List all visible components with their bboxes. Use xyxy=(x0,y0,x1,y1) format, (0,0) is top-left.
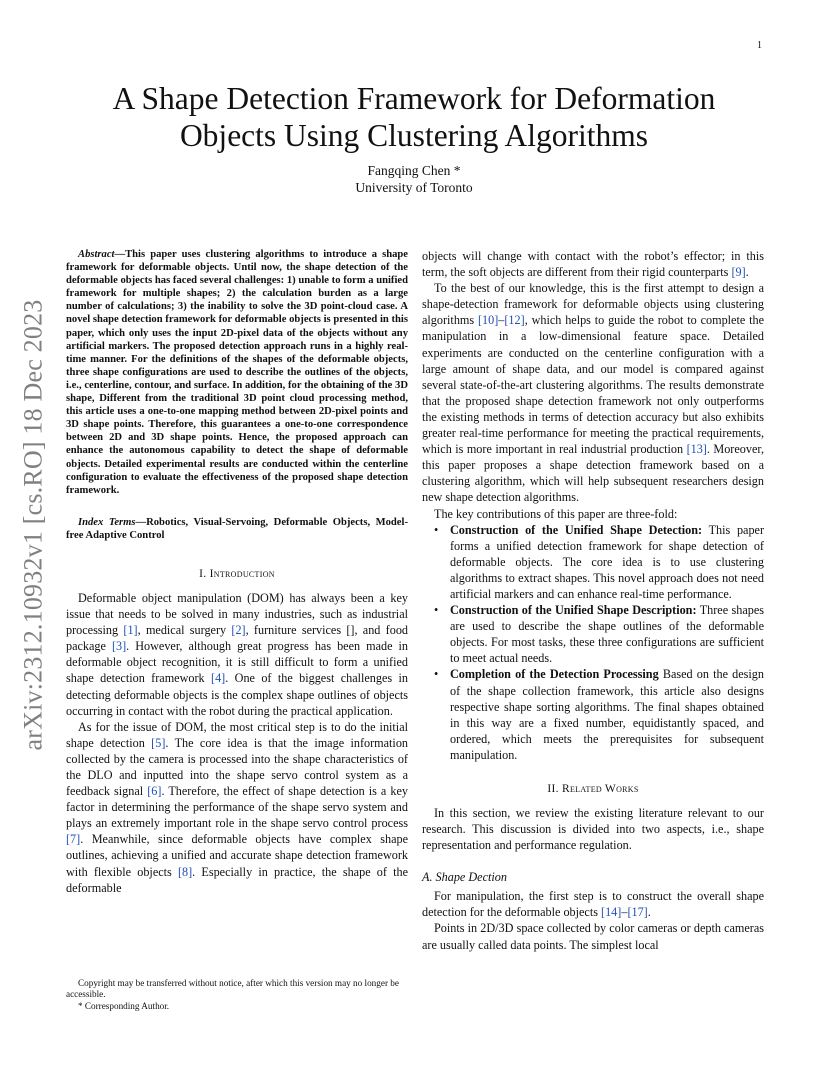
bullet-icon: • xyxy=(434,667,439,682)
section-numeral: I. xyxy=(199,567,207,580)
continued-paragraph: objects will change with contact with the robot’s effector; in this term, the soft objects are different from their rigid counterparts [9]. xyxy=(422,249,764,280)
section-heading-related-works xyxy=(422,783,764,795)
intro-paragraph-2: As for the issue of DOM, the most critical step is to do the initial shape detection [5]. The core idea is that the image information collected by the camera is processed into the shape characteristics of the DLO and inputted into the shape servo control system as a feedback signal [6]. Therefore, the effect of shape detection is a key factor in determining the performance of the shape servo system and plays an extremely important role in the shape servo control process [7]. Meanwhile, since deformable objects have complex shape outlines, achieving a unified and accurate shape detection framework with flexible objects [8]. Especially in practice, the shape of the deformable xyxy=(66,719,409,895)
copyright-notice: Copyright may be transferred without notice, after which this version may no longer be accessible. xyxy=(66,978,399,1000)
list-item: • Construction of the Unified Shape Detection: This paper forms a unified detection framework for shape detection of deformable objects. The core idea is to use clustering algorithms to extract shapes. This novel approach does not need artificial markers and can enhance real-time performance. xyxy=(434,522,765,601)
citation-link[interactable]: [12] xyxy=(504,313,525,328)
bullet-icon: • xyxy=(434,522,439,537)
arxiv-identifier: arXiv:2312.10932v1 [cs.RO] 18 Dec 2023 xyxy=(18,299,48,751)
citation-link[interactable]: [7] xyxy=(66,832,81,847)
page-number: 1 xyxy=(757,40,762,51)
author-name: Fangqing Chen * xyxy=(367,163,461,178)
index-terms xyxy=(66,516,408,542)
citation-link[interactable]: [8] xyxy=(177,864,193,879)
section-heading-introduction xyxy=(66,568,408,580)
citation-link[interactable]: [2] xyxy=(231,623,246,638)
abstract-lead: Abstract xyxy=(78,249,115,260)
knowledge-paragraph: To the best of our knowledge, this is the first attempt to design a shape-detection framework for deformable objects using clustering algorithms [10]–[12], which helps to guide the robot to complete the manipulation in a low-dimensional feature space. Detailed experiments are conducted on the centerline configuration with a large amount of shape data, and our model is compared against several state-of-the-art clustering algorithms. The results demonstrate that the proposed shape detection framework not only outperforms the existing methods in terms of detection accuracy but also exhibits greater real-time performance for meeting the practical requirements, which is more important in real industrial production [13]. Moreover, this paper proposes a shape detection framework based on a clustering algorithm, which will help subsequent researchers design new shape detection algorithms. xyxy=(422,281,764,505)
citation-link[interactable]: [9] xyxy=(731,265,746,280)
section-name: Introduction xyxy=(209,567,275,580)
citation-link[interactable]: [1] xyxy=(123,623,138,638)
index-terms-lead: Index Terms xyxy=(78,516,136,528)
contributions-list xyxy=(422,522,764,763)
list-item: • Completion of the Detection Processing Based on the design of the shape collection framework, this article also designs respective shape sorting algorithms. The final shapes obtained in this way are a fixed number, equidistantly spaced, and ordered, which meets the prerequisites for subsequent manipulation. xyxy=(434,667,764,762)
citation-link[interactable]: [13] xyxy=(686,442,707,457)
citation-link[interactable]: [6] xyxy=(147,784,162,799)
related-works-paragraph: In this section, we review the existing literature relevant to our research. This discussion is divided into two aspects, i.e., shape representation and performance regulation. xyxy=(422,806,764,853)
bullet-icon: • xyxy=(434,603,439,618)
intro-paragraph-1: Deformable object manipulation (DOM) has always been a key issue that needs to be solved in many industries, such as industrial processing [1], medical surgery [2], furniture services [], and food package [3]. However, although great progress has been made in deformable object recognition, it is still difficult to form a unified shape detection framework [4]. One of the biggest challenges in detecting deformable objects is the complex shape outlines of objects occurring in contact with the robot during the practical application. xyxy=(66,590,409,718)
left-column xyxy=(66,248,408,896)
citation-link[interactable]: [14] xyxy=(601,905,622,920)
citation-link[interactable]: [10] xyxy=(477,313,499,328)
abstract xyxy=(66,248,408,497)
citation-link[interactable]: [17] xyxy=(627,905,648,920)
right-column xyxy=(422,248,764,953)
corresponding-author-note: * Corresponding Author. xyxy=(78,1000,170,1011)
footnotes xyxy=(66,978,408,1012)
paper-title: A Shape Detection Framework for Deformation Objects Using Clustering Algorithms xyxy=(112,81,716,153)
author-affiliation: University of Toronto xyxy=(355,180,473,195)
citation-link[interactable]: [3] xyxy=(111,639,127,654)
shape-detection-paragraph: For manipulation, the first step is to construct the overall shape detection for the deformable objects [14]–[17]. xyxy=(422,889,764,920)
contributions-intro: The key contributions of this paper are three-fold: xyxy=(434,506,678,521)
index-terms-text: —Robotics, Visual-Servoing, Deformable Objects, Model-free Adaptive Control xyxy=(66,516,408,541)
citation-link[interactable]: [4] xyxy=(211,671,226,686)
abstract-text: —This paper uses clustering algorithms to introduce a shape framework for deformable objects. Until now, the shape detection of the deformable objects has faced several challenges: 1) unable to form a unified framework for multiple shapes; 2) the calculation burden as a large number of calculations; 3) the inability to solve the 3D point-cloud case. A novel shape detection framework for deformable objects is presented in this paper, which only uses the input 2D-pixel data of the objects without any artificial markers. The proposed detection approach runs in a highly real-time manner. For the definitions of the shapes of the deformable objects, three shape configurations are used to describe the outlines of the objects, i.e., centerline, contour, and surface. In addition, for the obtaining of the 3D shape, Different from the traditional 3D point cloud processing method, this article uses a one-to-one mapping method between 2D-pixel points and 3D shape points. Therefore, this guarantees a one-to-one correspondence between 2D and 3D shape points. Hence, the proposed approach can enhance the autonomous capability to detect the shape of deformable objects. Detailed experimental results are conducted within the centerline configuration to evaluate the effectiveness of the proposed shape detection framework. xyxy=(66,249,408,496)
section-numeral: II. xyxy=(547,783,559,795)
data-points-paragraph: Points in 2D/3D space collected by color cameras or depth cameras are usually called data points. The simplest local xyxy=(422,921,764,952)
list-item: • Construction of the Unified Shape Description: Three shapes are used to describe the shape outlines of the deformable objects. For most tasks, these three configurations are sufficient to meet actual needs. xyxy=(434,603,764,666)
subsection-heading: A. Shape Dection xyxy=(422,870,507,885)
section-name: Related Works xyxy=(561,783,639,795)
arxiv-side-stamp xyxy=(10,286,56,764)
citation-link[interactable]: [5] xyxy=(151,735,166,750)
